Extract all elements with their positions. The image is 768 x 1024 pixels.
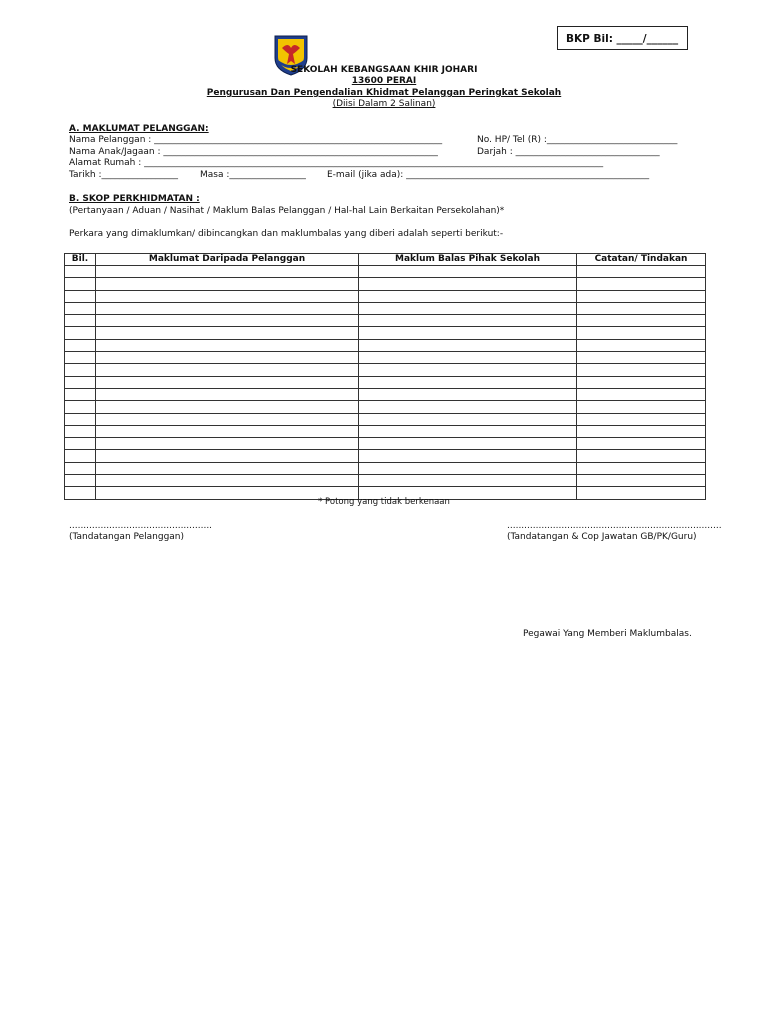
cell-maklum-balas-sekolah[interactable] — [359, 413, 577, 425]
cell-bil[interactable] — [65, 475, 96, 487]
table-row — [65, 438, 706, 450]
school-postcode: 13600 PERAI — [351, 76, 417, 86]
cell-bil[interactable] — [65, 401, 96, 413]
cell-catatan-tindakan[interactable] — [577, 450, 706, 462]
cell-bil[interactable] — [65, 462, 96, 474]
tarikh-field[interactable]: Tarikh :_________________ — [69, 170, 179, 180]
cell-bil[interactable] — [65, 278, 96, 290]
cell-catatan-tindakan[interactable] — [577, 339, 706, 351]
cell-maklumat-pelanggan[interactable] — [96, 315, 359, 327]
cell-bil[interactable] — [65, 425, 96, 437]
cell-catatan-tindakan[interactable] — [577, 364, 706, 376]
table-row — [65, 352, 706, 364]
cell-maklum-balas-sekolah[interactable] — [359, 438, 577, 450]
email-field[interactable]: E-mail (jika ada): ______________________________________________________ — [327, 170, 650, 180]
cell-maklum-balas-sekolah[interactable] — [359, 352, 577, 364]
cell-bil[interactable] — [65, 352, 96, 364]
customer-info-row-4 — [69, 170, 699, 181]
footnote: * Potong yang tidak berkenaan — [318, 497, 450, 507]
cell-maklumat-pelanggan[interactable] — [96, 352, 359, 364]
header-bil: Bil. — [65, 254, 96, 266]
table-row — [65, 425, 706, 437]
table-row — [65, 475, 706, 487]
cell-maklumat-pelanggan[interactable] — [96, 327, 359, 339]
cell-maklumat-pelanggan[interactable] — [96, 278, 359, 290]
masa-field[interactable]: Masa :_________________ — [200, 170, 306, 180]
cell-maklumat-pelanggan[interactable] — [96, 401, 359, 413]
officer-signature-line[interactable]: ........................................................................... — [507, 521, 722, 531]
cell-maklum-balas-sekolah[interactable] — [359, 339, 577, 351]
school-name: SEKOLAH KEBANGSAAN KHIR JOHARI — [290, 65, 478, 75]
table-row — [65, 302, 706, 314]
officer-role-label: Pegawai Yang Memberi Maklumbalas. — [523, 629, 692, 639]
cell-maklumat-pelanggan[interactable] — [96, 413, 359, 425]
cell-maklum-balas-sekolah[interactable] — [359, 401, 577, 413]
table-row — [65, 388, 706, 400]
cell-catatan-tindakan[interactable] — [577, 388, 706, 400]
cell-maklumat-pelanggan[interactable] — [96, 290, 359, 302]
customer-info-row-1 — [69, 135, 699, 146]
cell-maklum-balas-sekolah[interactable] — [359, 425, 577, 437]
cell-bil[interactable] — [65, 302, 96, 314]
cell-maklumat-pelanggan[interactable] — [96, 462, 359, 474]
cell-maklum-balas-sekolah[interactable] — [359, 462, 577, 474]
cell-maklumat-pelanggan[interactable] — [96, 339, 359, 351]
cell-maklum-balas-sekolah[interactable] — [359, 266, 577, 278]
table-row — [65, 450, 706, 462]
header-maklumat-pelanggan: Maklumat Daripada Pelanggan — [96, 254, 359, 266]
cell-maklum-balas-sekolah[interactable] — [359, 327, 577, 339]
cell-catatan-tindakan[interactable] — [577, 315, 706, 327]
nama-pelanggan-field[interactable]: Nama Pelanggan : ________________________________________________________________ — [69, 135, 443, 145]
cell-bil[interactable] — [65, 327, 96, 339]
officer-signature-label: (Tandatangan & Cop Jawatan GB/PK/Guru) — [507, 532, 697, 542]
table-row — [65, 266, 706, 278]
header-maklum-balas-sekolah: Maklum Balas Pihak Sekolah — [359, 254, 577, 266]
table-row — [65, 413, 706, 425]
darjah-field[interactable]: Darjah : ________________________________ — [477, 147, 660, 157]
no-hp-field[interactable]: No. HP/ Tel (R) :_____________________________ — [477, 135, 678, 145]
cell-maklum-balas-sekolah[interactable] — [359, 450, 577, 462]
table-row — [65, 364, 706, 376]
table-row — [65, 376, 706, 388]
cell-maklumat-pelanggan[interactable] — [96, 438, 359, 450]
cell-catatan-tindakan[interactable] — [577, 475, 706, 487]
cell-bil[interactable] — [65, 364, 96, 376]
cell-maklumat-pelanggan[interactable] — [96, 266, 359, 278]
cell-maklumat-pelanggan[interactable] — [96, 388, 359, 400]
cell-catatan-tindakan[interactable] — [577, 438, 706, 450]
cell-maklumat-pelanggan[interactable] — [96, 302, 359, 314]
cell-maklum-balas-sekolah[interactable] — [359, 278, 577, 290]
header-catatan-tindakan: Catatan/ Tindakan — [577, 254, 706, 266]
cell-bil[interactable] — [65, 376, 96, 388]
table-header-row — [65, 254, 706, 266]
form-title: Pengurusan Dan Pengendalian Khidmat Pelanggan Peringkat Sekolah — [206, 88, 562, 98]
table-row — [65, 401, 706, 413]
cell-catatan-tindakan[interactable] — [577, 302, 706, 314]
cell-maklumat-pelanggan[interactable] — [96, 364, 359, 376]
cell-maklumat-pelanggan[interactable] — [96, 450, 359, 462]
cell-maklum-balas-sekolah[interactable] — [359, 376, 577, 388]
alamat-field[interactable]: Alamat Rumah : ______________________________________________________________________________________________________ — [69, 158, 604, 168]
cell-maklum-balas-sekolah[interactable] — [359, 315, 577, 327]
form-subtitle: (Diisi Dalam 2 Salinan) — [332, 99, 436, 109]
cell-catatan-tindakan[interactable] — [577, 266, 706, 278]
table-row — [65, 339, 706, 351]
cell-bil[interactable] — [65, 266, 96, 278]
cell-catatan-tindakan[interactable] — [577, 327, 706, 339]
section-b-intro: Perkara yang dimaklumkan/ dibincangkan dan maklumbalas yang diberi adalah seperti berikut:- — [69, 229, 504, 239]
table-row — [65, 327, 706, 339]
cell-catatan-tindakan[interactable] — [577, 290, 706, 302]
cell-maklum-balas-sekolah[interactable] — [359, 388, 577, 400]
cell-catatan-tindakan[interactable] — [577, 401, 706, 413]
cell-catatan-tindakan[interactable] — [577, 425, 706, 437]
section-a-heading: A. MAKLUMAT PELANGGAN: — [69, 124, 209, 134]
table-body — [65, 266, 706, 500]
customer-signature-label: (Tandatangan Pelanggan) — [69, 532, 185, 542]
cell-catatan-tindakan[interactable] — [577, 376, 706, 388]
table-row — [65, 278, 706, 290]
cell-maklum-balas-sekolah[interactable] — [359, 475, 577, 487]
cell-bil[interactable] — [65, 290, 96, 302]
customer-info-row-2 — [69, 147, 699, 158]
cell-bil[interactable] — [65, 339, 96, 351]
cell-catatan-tindakan[interactable] — [577, 352, 706, 364]
cell-maklum-balas-sekolah[interactable] — [359, 364, 577, 376]
cell-catatan-tindakan[interactable] — [577, 278, 706, 290]
cell-bil[interactable] — [65, 388, 96, 400]
section-b-heading: B. SKOP PERKHIDMATAN : — [69, 194, 200, 204]
cell-maklumat-pelanggan[interactable] — [96, 475, 359, 487]
cell-catatan-tindakan[interactable] — [577, 462, 706, 474]
customer-signature-line[interactable]: .................................................. — [69, 521, 213, 531]
scope-options: (Pertanyaan / Aduan / Nasihat / Maklum Balas Pelanggan / Hal-hal Lain Berkaitan Persekolahan)* — [69, 206, 505, 216]
cell-catatan-tindakan[interactable] — [577, 413, 706, 425]
cell-bil[interactable] — [65, 413, 96, 425]
table-row — [65, 290, 706, 302]
cell-bil[interactable] — [65, 450, 96, 462]
cell-maklumat-pelanggan[interactable] — [96, 376, 359, 388]
bkp-number-box: BKP Bil: _____/______ — [557, 26, 688, 50]
cell-maklumat-pelanggan[interactable] — [96, 425, 359, 437]
nama-anak-field[interactable]: Nama Anak/Jagaan : _____________________________________________________________ — [69, 147, 438, 157]
cell-bil[interactable] — [65, 438, 96, 450]
cell-maklum-balas-sekolah[interactable] — [359, 290, 577, 302]
cell-maklum-balas-sekolah[interactable] — [359, 302, 577, 314]
table-row — [65, 315, 706, 327]
service-record-table — [64, 253, 706, 500]
cell-bil[interactable] — [65, 315, 96, 327]
table-row — [65, 462, 706, 474]
